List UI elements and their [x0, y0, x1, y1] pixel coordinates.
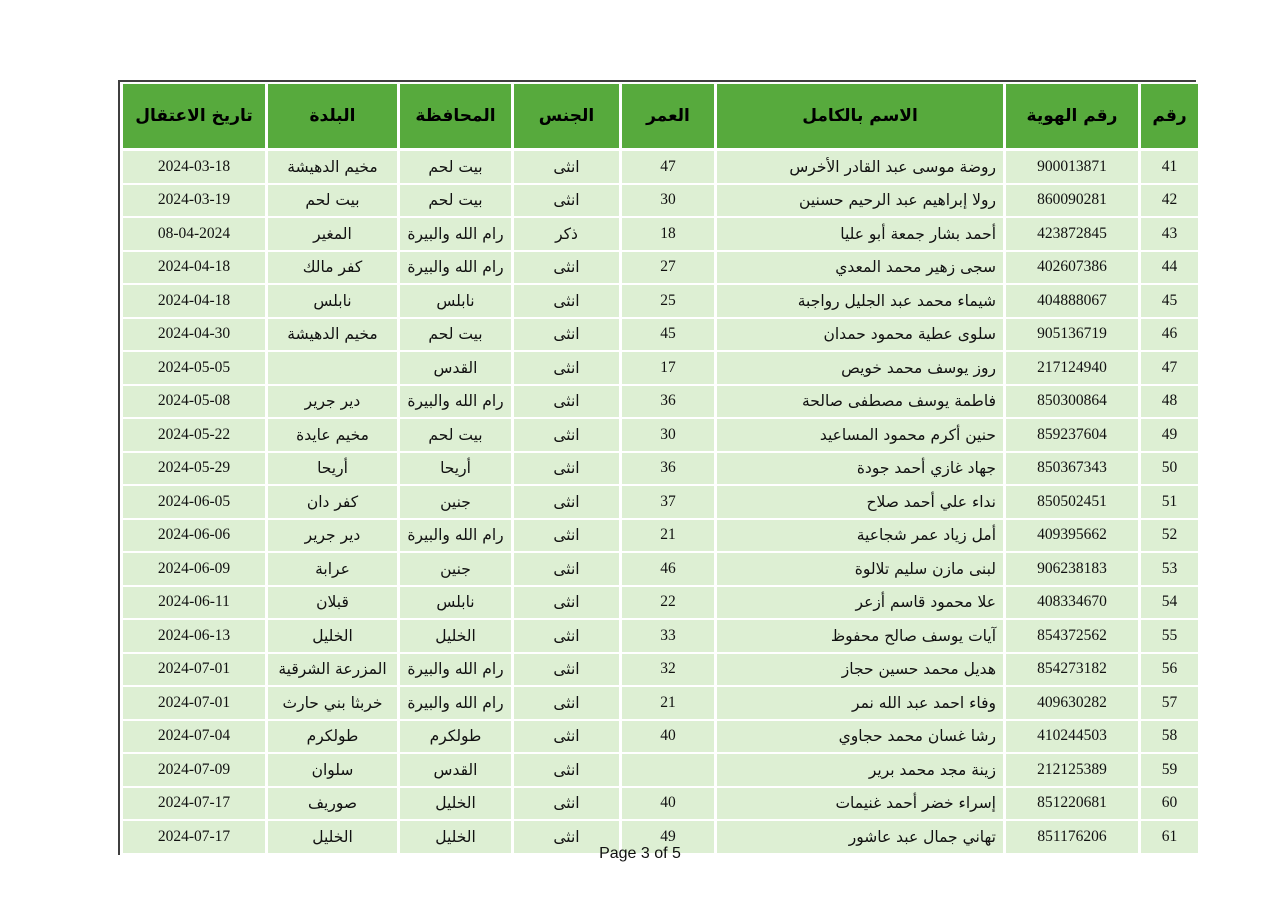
cell-gender: انثى [513, 753, 621, 787]
cell-governorate: أريحا [399, 452, 513, 486]
cell-num: 52 [1140, 519, 1200, 553]
cell-gender: ذكر [513, 217, 621, 251]
cell-age: 45 [621, 318, 716, 352]
cell-num: 41 [1140, 150, 1200, 184]
table-row [122, 519, 1200, 553]
cell-arrest_date: 2024-03-18 [122, 150, 267, 184]
cell-town: خربثا بني حارث [267, 686, 399, 720]
cell-id_number: 900013871 [1005, 150, 1140, 184]
cell-arrest_date: 2024-05-05 [122, 351, 267, 385]
cell-town: نابلس [267, 284, 399, 318]
cell-id_number: 408334670 [1005, 586, 1140, 620]
cell-governorate: الخليل [399, 619, 513, 653]
cell-full_name: نداء علي أحمد صلاح [716, 485, 1005, 519]
cell-age: 25 [621, 284, 716, 318]
cell-town [267, 351, 399, 385]
cell-age: 37 [621, 485, 716, 519]
cell-governorate: القدس [399, 351, 513, 385]
cell-age: 40 [621, 787, 716, 821]
cell-id_number: 850300864 [1005, 385, 1140, 419]
table-row [122, 251, 1200, 285]
cell-gender: انثى [513, 184, 621, 218]
cell-town: مخيم عايدة [267, 418, 399, 452]
cell-town: الخليل [267, 820, 399, 854]
cell-age: 17 [621, 351, 716, 385]
cell-num: 54 [1140, 586, 1200, 620]
cell-age: 30 [621, 418, 716, 452]
cell-gender: انثى [513, 720, 621, 754]
cell-full_name: حنين أكرم محمود المساعيد [716, 418, 1005, 452]
cell-full_name: شيماء محمد عبد الجليل رواجبة [716, 284, 1005, 318]
cell-full_name: علا محمود قاسم أزعر [716, 586, 1005, 620]
cell-arrest_date: 2024-03-19 [122, 184, 267, 218]
cell-arrest_date: 2024-07-04 [122, 720, 267, 754]
cell-gender: انثى [513, 787, 621, 821]
cell-town: بيت لحم [267, 184, 399, 218]
cell-id_number: 409395662 [1005, 519, 1140, 553]
table-row [122, 720, 1200, 754]
cell-full_name: إسراء خضر أحمد غنيمات [716, 787, 1005, 821]
table-row [122, 686, 1200, 720]
cell-age: 36 [621, 385, 716, 419]
cell-town: أريحا [267, 452, 399, 486]
column-header-id_number: رقم الهوية [1005, 83, 1140, 150]
cell-governorate: طولكرم [399, 720, 513, 754]
page-number: Page 3 of 5 [599, 845, 681, 862]
cell-town: دير جرير [267, 519, 399, 553]
cell-arrest_date: 2024-06-13 [122, 619, 267, 653]
cell-full_name: تهاني جمال عبد عاشور [716, 820, 1005, 854]
cell-governorate: بيت لحم [399, 318, 513, 352]
column-header-num: رقم [1140, 83, 1200, 150]
cell-full_name: لبنى مازن سليم تلالوة [716, 552, 1005, 586]
detainees-table [120, 82, 1201, 855]
table-row [122, 586, 1200, 620]
cell-gender: انثى [513, 351, 621, 385]
cell-governorate: رام الله والبيرة [399, 385, 513, 419]
cell-gender: انثى [513, 150, 621, 184]
cell-town: قبلان [267, 586, 399, 620]
cell-governorate: رام الله والبيرة [399, 653, 513, 687]
cell-id_number: 410244503 [1005, 720, 1140, 754]
cell-id_number: 851176206 [1005, 820, 1140, 854]
cell-age: 21 [621, 686, 716, 720]
cell-arrest_date: 2024-04-18 [122, 251, 267, 285]
cell-full_name: روز يوسف محمد خويص [716, 351, 1005, 385]
cell-id_number: 402607386 [1005, 251, 1140, 285]
table-row [122, 452, 1200, 486]
column-header-gender: الجنس [513, 83, 621, 150]
cell-town: المزرعة الشرقية [267, 653, 399, 687]
cell-gender: انثى [513, 284, 621, 318]
cell-id_number: 212125389 [1005, 753, 1140, 787]
cell-town: مخيم الدهيشة [267, 150, 399, 184]
table-row [122, 351, 1200, 385]
cell-age [621, 753, 716, 787]
cell-id_number: 859237604 [1005, 418, 1140, 452]
cell-arrest_date: 2024-05-22 [122, 418, 267, 452]
cell-governorate: رام الله والبيرة [399, 251, 513, 285]
cell-gender: انثى [513, 452, 621, 486]
cell-governorate: رام الله والبيرة [399, 217, 513, 251]
cell-id_number: 906238183 [1005, 552, 1140, 586]
cell-num: 61 [1140, 820, 1200, 854]
detainees-table-wrapper [118, 80, 1196, 855]
cell-full_name: روضة موسى عبد القادر الأخرس [716, 150, 1005, 184]
cell-full_name: وفاء احمد عبد الله نمر [716, 686, 1005, 720]
cell-gender: انثى [513, 653, 621, 687]
cell-full_name: جهاد غازي أحمد جودة [716, 452, 1005, 486]
cell-governorate: نابلس [399, 586, 513, 620]
cell-gender: انثى [513, 686, 621, 720]
cell-id_number: 854372562 [1005, 619, 1140, 653]
cell-num: 47 [1140, 351, 1200, 385]
cell-num: 48 [1140, 385, 1200, 419]
cell-arrest_date: 2024-06-11 [122, 586, 267, 620]
cell-arrest_date: 2024-07-17 [122, 787, 267, 821]
cell-num: 46 [1140, 318, 1200, 352]
column-header-full_name: الاسم بالكامل [716, 83, 1005, 150]
cell-num: 45 [1140, 284, 1200, 318]
cell-governorate: الخليل [399, 787, 513, 821]
cell-arrest_date: 2024-06-06 [122, 519, 267, 553]
cell-num: 59 [1140, 753, 1200, 787]
cell-town: دير جرير [267, 385, 399, 419]
cell-arrest_date: 2024-07-01 [122, 653, 267, 687]
cell-arrest_date: 2024-07-01 [122, 686, 267, 720]
cell-governorate: رام الله والبيرة [399, 686, 513, 720]
cell-governorate: بيت لحم [399, 150, 513, 184]
cell-arrest_date: 2024-05-08 [122, 385, 267, 419]
cell-num: 51 [1140, 485, 1200, 519]
cell-age: 40 [621, 720, 716, 754]
table-row [122, 284, 1200, 318]
cell-id_number: 850502451 [1005, 485, 1140, 519]
cell-arrest_date: 2024-05-29 [122, 452, 267, 486]
cell-age: 30 [621, 184, 716, 218]
table-row [122, 150, 1200, 184]
cell-age: 18 [621, 217, 716, 251]
table-row [122, 184, 1200, 218]
cell-full_name: سلوى عطية محمود حمدان [716, 318, 1005, 352]
table-row [122, 619, 1200, 653]
cell-arrest_date: 08-04-2024 [122, 217, 267, 251]
table-row [122, 787, 1200, 821]
cell-full_name: أحمد بشار جمعة أبو عليا [716, 217, 1005, 251]
cell-id_number: 860090281 [1005, 184, 1140, 218]
column-header-governorate: المحافظة [399, 83, 513, 150]
cell-id_number: 854273182 [1005, 653, 1140, 687]
cell-town: الخليل [267, 619, 399, 653]
cell-num: 57 [1140, 686, 1200, 720]
cell-full_name: زينة مجد محمد برير [716, 753, 1005, 787]
table-row [122, 318, 1200, 352]
cell-full_name: آيات يوسف صالح محفوظ [716, 619, 1005, 653]
cell-gender: انثى [513, 485, 621, 519]
table-row [122, 385, 1200, 419]
cell-arrest_date: 2024-06-09 [122, 552, 267, 586]
cell-arrest_date: 2024-07-09 [122, 753, 267, 787]
cell-age: 22 [621, 586, 716, 620]
table-row [122, 217, 1200, 251]
cell-num: 58 [1140, 720, 1200, 754]
cell-town: صوريف [267, 787, 399, 821]
cell-full_name: رشا غسان محمد حجاوي [716, 720, 1005, 754]
cell-arrest_date: 2024-04-30 [122, 318, 267, 352]
table-header-row [122, 83, 1200, 150]
cell-town: المغير [267, 217, 399, 251]
cell-age: 49 [621, 820, 716, 854]
cell-id_number: 404888067 [1005, 284, 1140, 318]
cell-age: 32 [621, 653, 716, 687]
cell-gender: انثى [513, 619, 621, 653]
column-header-arrest_date: تاريخ الاعتقال [122, 83, 267, 150]
cell-num: 60 [1140, 787, 1200, 821]
cell-full_name: أمل زياد عمر شجاعية [716, 519, 1005, 553]
cell-num: 44 [1140, 251, 1200, 285]
cell-arrest_date: 2024-07-17 [122, 820, 267, 854]
cell-governorate: نابلس [399, 284, 513, 318]
cell-num: 55 [1140, 619, 1200, 653]
cell-arrest_date: 2024-04-18 [122, 284, 267, 318]
cell-gender: انثى [513, 318, 621, 352]
cell-gender: انثى [513, 251, 621, 285]
table-row [122, 418, 1200, 452]
cell-town: عرابة [267, 552, 399, 586]
cell-governorate: جنين [399, 485, 513, 519]
cell-full_name: هديل محمد حسين حجاز [716, 653, 1005, 687]
cell-gender: انثى [513, 519, 621, 553]
cell-age: 47 [621, 150, 716, 184]
cell-governorate: رام الله والبيرة [399, 519, 513, 553]
cell-gender: انثى [513, 586, 621, 620]
cell-governorate: الخليل [399, 820, 513, 854]
cell-town: مخيم الدهيشة [267, 318, 399, 352]
cell-num: 50 [1140, 452, 1200, 486]
cell-num: 42 [1140, 184, 1200, 218]
cell-governorate: بيت لحم [399, 418, 513, 452]
column-header-town: البلدة [267, 83, 399, 150]
cell-id_number: 850367343 [1005, 452, 1140, 486]
cell-num: 53 [1140, 552, 1200, 586]
cell-gender: انثى [513, 418, 621, 452]
cell-gender: انثى [513, 820, 621, 854]
cell-town: كفر دان [267, 485, 399, 519]
column-header-age: العمر [621, 83, 716, 150]
cell-governorate: القدس [399, 753, 513, 787]
cell-num: 43 [1140, 217, 1200, 251]
cell-num: 56 [1140, 653, 1200, 687]
cell-id_number: 423872845 [1005, 217, 1140, 251]
cell-id_number: 409630282 [1005, 686, 1140, 720]
cell-town: سلوان [267, 753, 399, 787]
cell-id_number: 217124940 [1005, 351, 1140, 385]
cell-town: طولكرم [267, 720, 399, 754]
table-row [122, 653, 1200, 687]
cell-age: 21 [621, 519, 716, 553]
table-row [122, 753, 1200, 787]
cell-age: 36 [621, 452, 716, 486]
cell-age: 33 [621, 619, 716, 653]
cell-full_name: سجى زهير محمد المعدي [716, 251, 1005, 285]
cell-town: كفر مالك [267, 251, 399, 285]
cell-id_number: 851220681 [1005, 787, 1140, 821]
cell-id_number: 905136719 [1005, 318, 1140, 352]
cell-age: 46 [621, 552, 716, 586]
table-row [122, 552, 1200, 586]
cell-governorate: بيت لحم [399, 184, 513, 218]
cell-num: 49 [1140, 418, 1200, 452]
cell-full_name: رولا إبراهيم عبد الرحيم حسنين [716, 184, 1005, 218]
cell-age: 27 [621, 251, 716, 285]
cell-arrest_date: 2024-06-05 [122, 485, 267, 519]
cell-full_name: فاطمة يوسف مصطفى صالحة [716, 385, 1005, 419]
cell-governorate: جنين [399, 552, 513, 586]
table-row [122, 485, 1200, 519]
cell-gender: انثى [513, 385, 621, 419]
cell-gender: انثى [513, 552, 621, 586]
